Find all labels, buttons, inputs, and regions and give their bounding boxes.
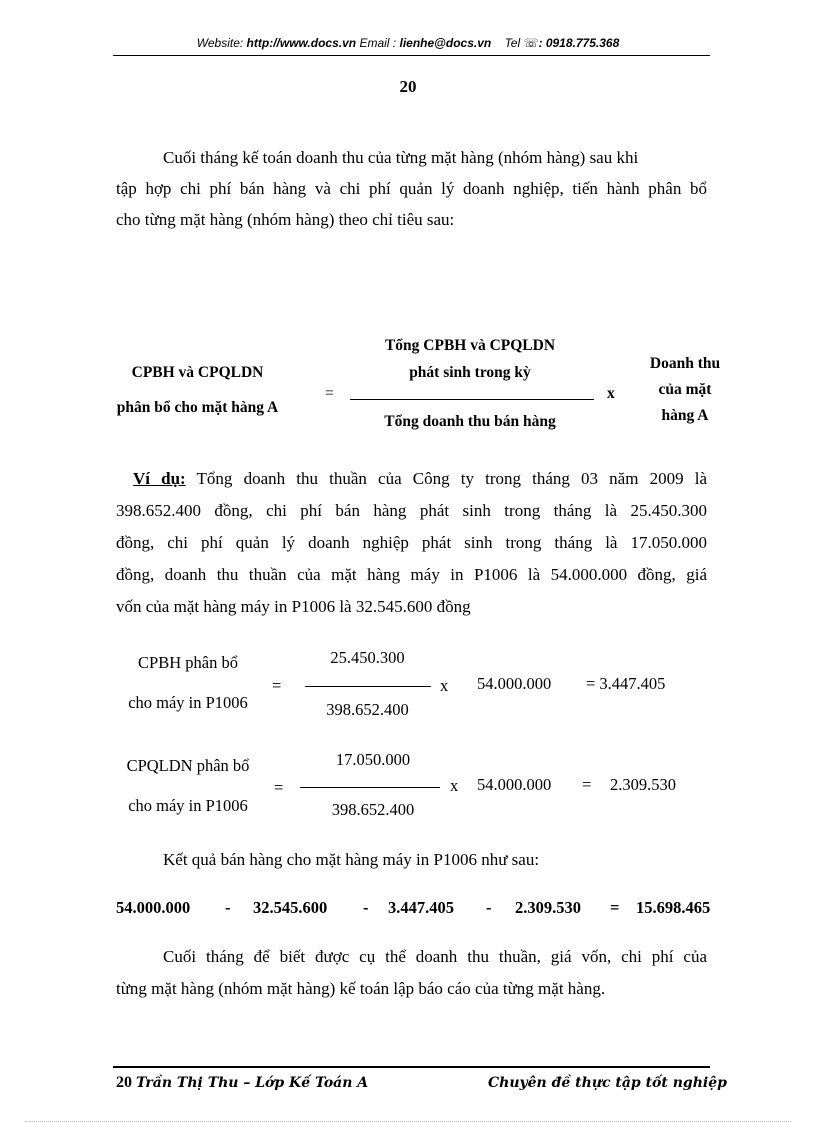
calc1-times: x bbox=[440, 676, 449, 695]
page-bottom-edge bbox=[25, 1121, 791, 1122]
website-label: Website: bbox=[196, 36, 244, 50]
formula-numerator-line-1: Tổng CPBH và CPQLDN bbox=[384, 337, 556, 354]
calc1-denominator: 398.652.400 bbox=[326, 700, 409, 719]
formula-numerator-line-2: phát sinh trong kỳ bbox=[409, 364, 531, 381]
calc1-fraction-bar bbox=[305, 686, 431, 687]
calc2-left-line-2: cho máy in P1006 bbox=[128, 796, 248, 815]
calc2-multiplier: 54.000.000 bbox=[477, 775, 552, 794]
result-total: 15.698.465 bbox=[636, 898, 711, 917]
email-label: Email : bbox=[359, 36, 397, 50]
footer-author: Trần Thị Thu – Lớp Kế Toán A bbox=[136, 1075, 369, 1091]
calc1-left-line-1: CPBH phân bổ bbox=[138, 653, 238, 672]
footer-right bbox=[488, 1074, 727, 1092]
tel-value: : 0918.775.368 bbox=[538, 36, 620, 50]
formula-left-line-2: phân bổ cho mặt hàng A bbox=[116, 399, 279, 416]
calc2-equals-2: = bbox=[582, 775, 592, 794]
formula-fraction-bar bbox=[350, 399, 594, 400]
footer-divider bbox=[113, 1066, 710, 1068]
result-c: 3.447.405 bbox=[388, 898, 454, 917]
footer-title: Chuyên đề thực tập tốt nghiệp bbox=[488, 1075, 727, 1091]
phone-icon: ☏ bbox=[523, 36, 539, 50]
website-link[interactable]: http://www.docs.vn bbox=[246, 36, 357, 50]
formula-times: x bbox=[607, 385, 615, 402]
calc1-multiplier: 54.000.000 bbox=[477, 674, 552, 693]
calc1-left-line-2: cho máy in P1006 bbox=[128, 693, 248, 712]
formula-denominator: Tổng doanh thu bán hàng bbox=[384, 413, 556, 430]
calc2-fraction-bar bbox=[300, 787, 440, 788]
example-label: Ví dụ: bbox=[133, 469, 186, 488]
closing-line-2: từng mặt hàng (nhóm mặt hàng) kế toán lập báo cáo của từng mặt hàng. bbox=[116, 979, 606, 998]
intro-line-2: tập hợp chi phí bán hàng và chi phí quản lý doanh nghiệp, tiến hành phân bổ bbox=[116, 179, 707, 198]
result-d: 2.309.530 bbox=[515, 898, 581, 917]
formula-left-line-1: CPBH và CPQLDN bbox=[131, 364, 264, 381]
formula-right-line-3: hàng A bbox=[661, 407, 709, 424]
tel-label: Tel bbox=[504, 36, 521, 50]
example-line-5: vốn của mặt hàng máy in P1006 là 32.545.600 đồng bbox=[116, 597, 471, 616]
calc2-numerator: 17.050.000 bbox=[335, 750, 411, 769]
example-line-1 bbox=[133, 463, 707, 494]
calc1-equals: = bbox=[272, 676, 282, 695]
example-line-2: 398.652.400 đồng, chi phí bán hàng phát sinh trong tháng là 25.450.300 bbox=[116, 501, 707, 520]
calc2-result: 2.309.530 bbox=[610, 775, 676, 794]
footer-page-number: 20 bbox=[116, 1074, 132, 1091]
result-eq: = bbox=[610, 898, 620, 917]
result-op3: - bbox=[486, 898, 492, 917]
page-header bbox=[0, 36, 816, 50]
calc2-equals: = bbox=[274, 778, 284, 797]
formula-right-line-2: của mặt bbox=[658, 381, 712, 398]
result-b: 32.545.600 bbox=[253, 898, 328, 917]
formula-equals: = bbox=[325, 385, 334, 402]
intro-line-3: cho từng mặt hàng (nhóm hàng) theo chỉ tiêu sau: bbox=[116, 210, 455, 229]
formula-right-line-1: Doanh thu bbox=[649, 355, 721, 372]
example-line-3: đồng, chi phí quản lý doanh nghiệp phát sinh trong tháng là 17.050.000 bbox=[116, 533, 707, 552]
email-link[interactable]: lienhe@docs.vn bbox=[399, 36, 492, 50]
page-number: 20 bbox=[399, 77, 417, 96]
example-line-1-text: Tổng doanh thu thuần của Công ty trong tháng 03 năm 2009 là bbox=[185, 469, 707, 488]
header-divider bbox=[113, 55, 710, 56]
calc1-result: = 3.447.405 bbox=[586, 674, 666, 693]
calc1-numerator: 25.450.300 bbox=[330, 648, 405, 667]
calc2-denominator: 398.652.400 bbox=[331, 800, 415, 819]
closing-line-1: Cuối tháng để biết được cụ thể doanh thu thuần, giá vốn, chi phí của bbox=[163, 947, 707, 966]
footer-left bbox=[116, 1074, 368, 1092]
calc2-times: x bbox=[450, 776, 459, 795]
result-intro: Kết quả bán hàng cho mặt hàng máy in P1006 như sau: bbox=[163, 850, 540, 869]
result-op2: - bbox=[363, 898, 369, 917]
calc2-left-line-1: CPQLDN phân bổ bbox=[126, 756, 250, 775]
result-a: 54.000.000 bbox=[116, 898, 191, 917]
intro-line-1: Cuối tháng kế toán doanh thu của từng mặt hàng (nhóm hàng) sau khi bbox=[163, 148, 639, 167]
example-line-4: đồng, doanh thu thuần của mặt hàng máy in P1006 là 54.000.000 đồng, giá bbox=[116, 565, 707, 584]
result-op1: - bbox=[225, 898, 231, 917]
